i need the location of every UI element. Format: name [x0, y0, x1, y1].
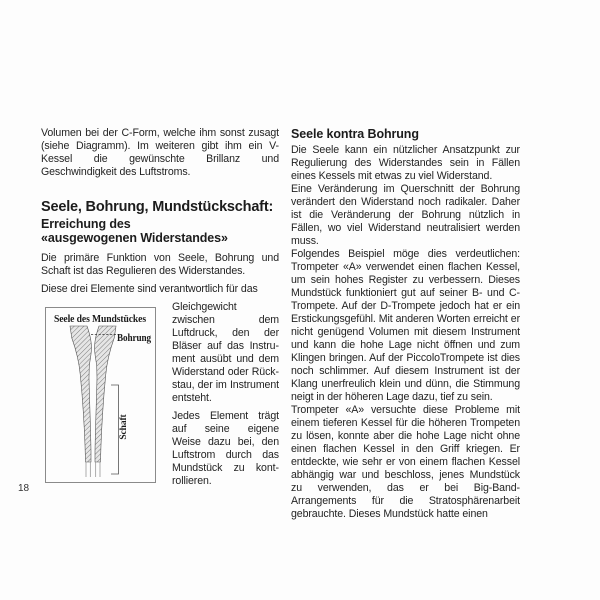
paragraph-trompeter-loesung: Trompeter «A» versuchte diese Probleme mit einem tieferen Kessel für die höheren Trompeten zu lösen, konnte aber die hohe Lage nicht ohne einen flachen Kessel in den Griff kriegen. Er entdeckte, wie sehr er von einem flachen Kessel abhängig war und beschloss, jenes Mundstück zu verwenden, das er bei Big-Band-Arrangements für die Stratosphärenarbeit gebrauchte. Dieses Mundstück hatte einen [291, 404, 520, 520]
paragraph-beispiel-trompeter: Folgendes Beispiel möge dies verdeutlichen: Trompeter «A» verwendet einen flachen Kessel, um sein hohes Register zu verbessern. Dieses Mundstück funktioniert gut auf seiner B- und C-Trompete. Auf der D-Trompete jedoch hat er ein Erstickungsgefühl. Mit anderen Worten erreicht er nicht genügend Volumen mit diesem Instrument und kann die hohe Lage nicht öffnen und zum Klingen bringen. Auf der PiccoloTrompete ist dies noch schlimmer. Auf diesem Instrument ist der Klang unerfreulich klein und dünn, die Stimmung neigt in der höheren Lage dazu, tief zu sein. [291, 248, 520, 403]
section-title: Seele, Bohrung, Mundstückschaft: [41, 199, 274, 215]
bohrung-label: Bohrung [117, 333, 152, 344]
paragraph-elemente-intro: Diese drei Elemente sind verantwortlich für das [41, 283, 258, 295]
right-column-heading: Seele kontra Bohrung [291, 127, 419, 141]
figure-title: Seele des Mundstückes [54, 314, 147, 325]
section-subtitle-line1: Erreichung des [41, 217, 131, 231]
schaft-bracket [111, 385, 119, 474]
paragraph-volumen: Volumen bei der C-Form, welche ihm sonst zusagt (siehe Diagramm). Im weiteren gibt ihm ein V-Kessel die gewünschte Brillanz und Geschwindigkeit des Luftstroms. [41, 127, 279, 178]
schaft-label: Schaft [119, 414, 129, 440]
page-number: 18 [18, 483, 30, 494]
paragraph-seele-ansatzpunkt: Die Seele kann ein nützlicher Ansatzpunkt zur Regulierung des Widerstandes sein in Fällen eines Kessels mit etwas zu viel Widerstand. [291, 144, 520, 182]
paragraph-jedes-element: Jedes Element trägt auf seine eigene Weise dazu bei, den Luftstrom durch das Mundstück zu kontrollieren. [172, 410, 279, 487]
shank-extension-lines [86, 462, 100, 477]
mouthpiece-diagram [45, 307, 156, 483]
paragraph-funktion: Die primäre Funktion von Seele, Bohrung und Schaft ist das Regulieren des Widerstandes. [41, 252, 279, 277]
paragraph-veraenderung: Eine Veränderung im Querschnitt der Bohrung verändert den Widerstand noch radikaler. Daher ist die Veränderung der Bohrung nützlich in Fällen, wo viel Widerstand neutralisiert werden muss. [291, 183, 520, 247]
mouthpiece-diagram-svg [45, 307, 156, 483]
mouthpiece-right-half [94, 326, 116, 462]
section-subtitle-line2: «ausgewogenen Widerstandes» [41, 231, 228, 245]
section-subtitle [41, 217, 279, 245]
left-column [41, 127, 279, 493]
mouthpiece-left-half [70, 326, 92, 462]
right-column [291, 127, 520, 521]
paragraph-elemente-wrap: Gleichgewicht zwischen dem Luftdruck, den der Bläser auf das Instrument ausübt und dem Widerstand oder Rückstau, der im Instrument entsteht. [172, 301, 279, 404]
